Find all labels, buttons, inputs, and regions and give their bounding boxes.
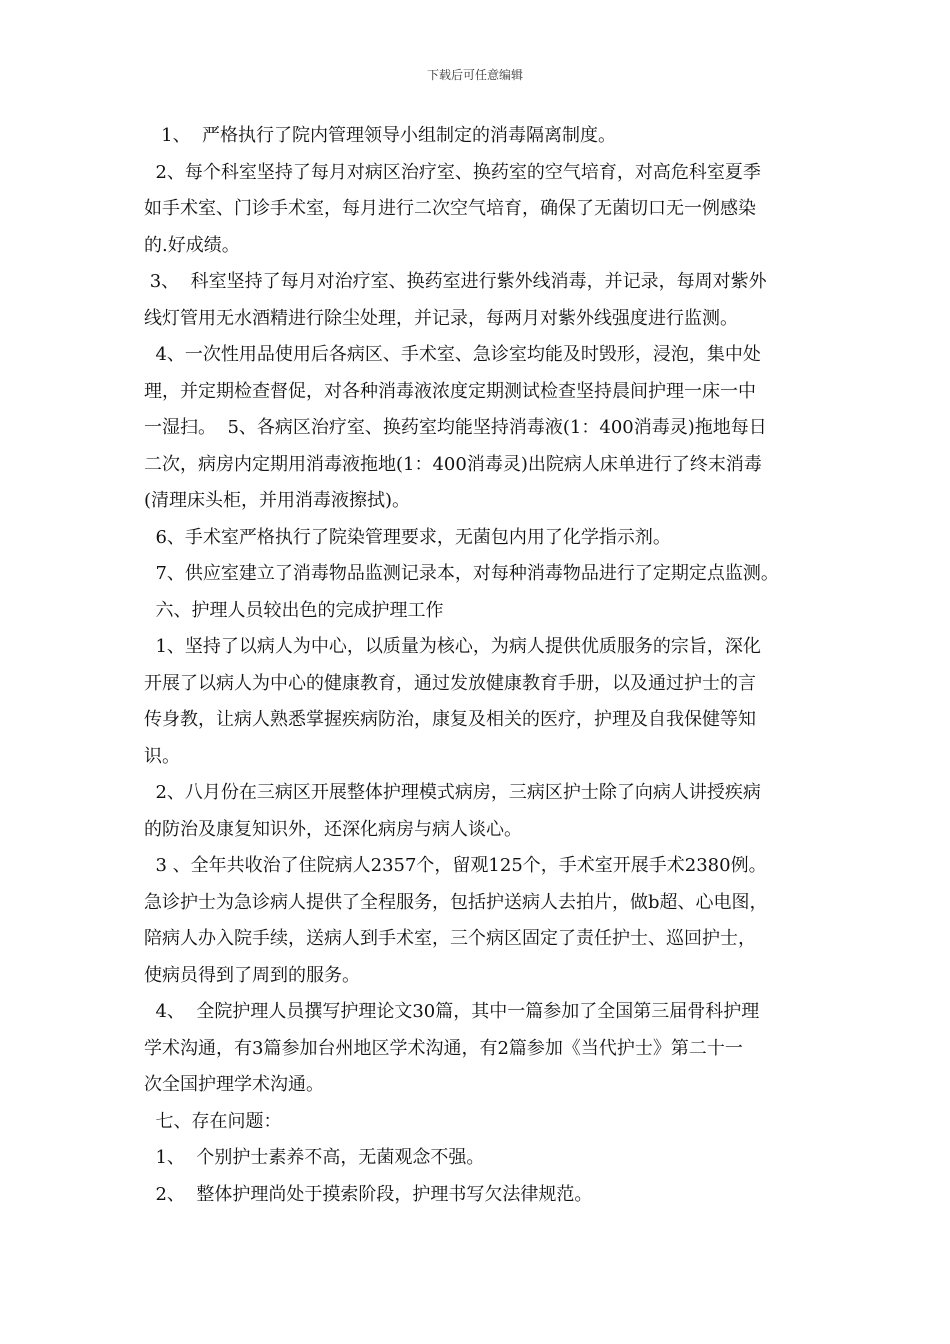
text-line: 六、护理人员较出色的完成护理工作 <box>144 599 444 621</box>
text-line: 2、每个科室坚持了每月对病区治疗室、换药室的空气培育，对高危科室夏季 <box>144 161 761 183</box>
text-line: 4、一次性用品使用后各病区、手术室、急诊室均能及时毁形，浸泡，集中处 <box>144 344 761 365</box>
text-line: 的防治及康复知识外，还深化病房与病人谈心。 <box>144 818 522 840</box>
text-line: 识。 <box>144 745 180 767</box>
text-line: 1、 严格执行了院内管理领导小组制定的消毒隔离制度。 <box>144 125 617 146</box>
text-line: 6、手术室严格执行了院染管理要求，无菌包内用了化学指示剂。 <box>144 526 671 548</box>
text-line: 一湿扫。 5、各病区治疗室、换药室均能坚持消毒液(1：400消毒灵)拖地每日 <box>144 417 767 438</box>
text-line: 1、 个别护士素养不高，无菌观念不强。 <box>144 1147 485 1168</box>
text-line: 1、坚持了以病人为中心，以质量为核心，为病人提供优质服务的宗旨，深化 <box>144 636 761 657</box>
text-line: 理，并定期检查督促，对各种消毒液浓度定期测试检查坚持晨间护理一床一中 <box>144 380 756 402</box>
text-line: 陪病人办入院手续，送病人到手术室，三个病区固定了责任护士、巡回护士， <box>144 928 756 949</box>
text-line: 开展了以病人为中心的健康教育，通过发放健康教育手册，以及通过护士的言 <box>144 672 756 694</box>
text-line: 4、 全院护理人员撰写护理论文30篇，其中一篇参加了全国第三届骨科护理 <box>144 1001 760 1022</box>
text-line: 3 、全年共收治了住院病人2357个，留观125个，手术室开展手术2380例。 <box>144 855 767 876</box>
page-header: 下载后可任意编辑 <box>426 68 523 82</box>
text-line: (清理床头柜，并用消毒液擦拭)。 <box>144 490 411 511</box>
text-line: 如手术室、门诊手术室，每月进行二次空气培育，确保了无菌切口无一例感染 <box>144 198 756 219</box>
text-line: 3、 科室坚持了每月对治疗室、换药室进行紫外线消毒，并记录，每周对紫外 <box>144 271 767 292</box>
text-line: 2、八月份在三病区开展整体护理模式病房，三病区护士除了向病人讲授疾病 <box>144 782 761 803</box>
text-line: 急诊护士为急诊病人提供了全程服务，包括护送病人去拍片，做b超、心电图， <box>144 891 768 913</box>
text-line: 次全国护理学术沟通。 <box>144 1074 324 1095</box>
document-body <box>144 118 820 1213</box>
text-line: 七、存在问题： <box>144 1110 282 1132</box>
text-line: 二次，病房内定期用消毒液拖地(1：400消毒灵)出院病人床单进行了终末消毒 <box>144 453 762 475</box>
text-line: 的.好成绩。 <box>144 234 240 256</box>
text-line: 2、 整体护理尚处于摸索阶段，护理书写欠法律规范。 <box>144 1183 593 1205</box>
text-line: 学术沟通，有3篇参加台州地区学术沟通，有2篇参加《当代护士》第二十一 <box>144 1037 743 1059</box>
text-line: 传身教，让病人熟悉掌握疾病防治，康复及相关的医疗，护理及自我保健等知 <box>144 709 756 730</box>
text-line: 线灯管用无水酒精进行除尘处理，并记录，每两月对紫外线强度进行监测。 <box>144 307 738 329</box>
text-line: 使病员得到了周到的服务。 <box>144 964 360 986</box>
text-line: 7、供应室建立了消毒物品监测记录本，对每种消毒物品进行了定期定点监测。 <box>144 563 779 584</box>
